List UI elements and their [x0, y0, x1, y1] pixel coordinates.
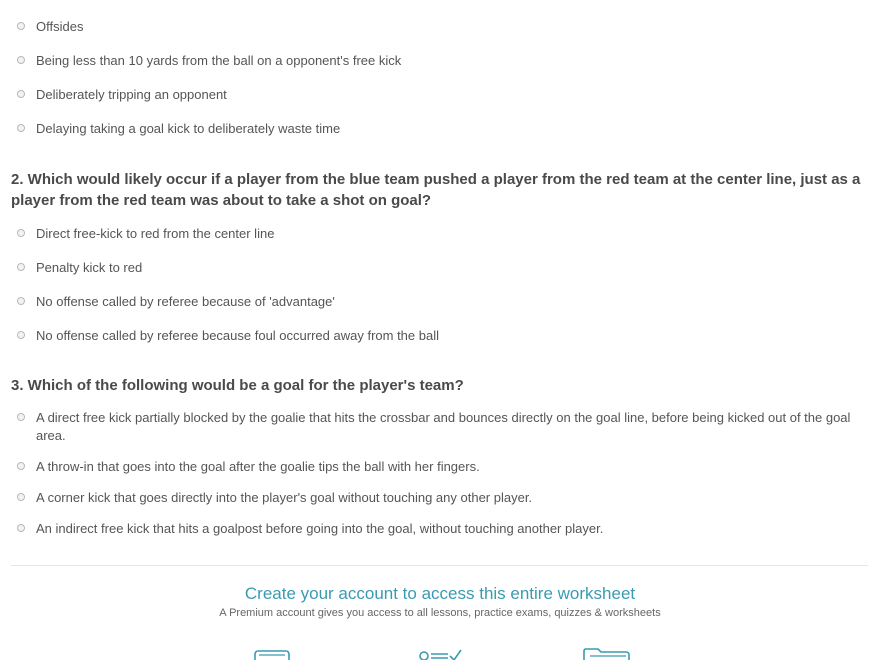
question-text: 2. Which would likely occur if a player from the blue team pushed a player from the red team at the center line, just as a player from the red team was about to take a shot on goal?: [11, 171, 861, 209]
radio-button[interactable]: [17, 331, 25, 339]
answer-text: No offense called by referee because of 'advantage': [36, 294, 335, 309]
section-divider: [11, 565, 868, 566]
worksheet-icon: [582, 646, 632, 660]
answer-text: A throw-in that goes into the goal after the goalie tips the ball with her fingers.: [36, 459, 480, 474]
answer-option[interactable]: [17, 489, 877, 509]
answer-option[interactable]: [17, 86, 877, 106]
answer-text: Delaying taking a goal kick to deliberately waste time: [36, 121, 341, 136]
answer-option[interactable]: [17, 52, 877, 72]
radio-button[interactable]: [17, 413, 25, 421]
radio-button[interactable]: [17, 22, 25, 30]
answer-option[interactable]: [17, 225, 877, 245]
radio-button[interactable]: [17, 524, 25, 532]
quiz-icon: [418, 646, 464, 660]
radio-button[interactable]: [17, 229, 25, 237]
radio-button[interactable]: [17, 90, 25, 98]
answer-option[interactable]: [17, 18, 877, 38]
create-account-link[interactable]: Create your account to access this entire worksheet: [244, 584, 636, 603]
answer-option[interactable]: [17, 409, 877, 447]
premium-description: A Premium account gives you access to all lessons, practice exams, quizzes & worksheets: [219, 607, 661, 619]
radio-button[interactable]: [17, 493, 25, 501]
answer-text: A direct free kick partially blocked by the goalie that hits the crossbar and bounces directly on the goal line, before being kicked out of the goal area.: [36, 410, 851, 443]
radio-button[interactable]: [17, 124, 25, 132]
answer-text: No offense called by referee because foul occurred away from the ball: [36, 328, 439, 343]
question-text: 3. Which of the following would be a goal for the player's team?: [11, 377, 464, 394]
answer-option[interactable]: [17, 293, 877, 313]
answer-text: Deliberately tripping an opponent: [36, 87, 227, 102]
answer-option[interactable]: [17, 259, 877, 279]
radio-button[interactable]: [17, 462, 25, 470]
answer-option[interactable]: [17, 120, 877, 140]
answer-text: Direct free-kick to red from the center line: [36, 226, 275, 241]
radio-button[interactable]: [17, 263, 25, 271]
radio-button[interactable]: [17, 297, 25, 305]
answer-text: Being less than 10 yards from the ball on a opponent's free kick: [36, 53, 402, 68]
answer-text: Offsides: [36, 19, 84, 34]
video-icon: [253, 646, 293, 660]
answer-text: Penalty kick to red: [36, 260, 143, 275]
answer-option[interactable]: [17, 327, 877, 347]
answer-text: A corner kick that goes directly into the player's goal without touching any other player.: [36, 490, 533, 505]
answer-text: An indirect free kick that hits a goalpost before going into the goal, without touching another player.: [36, 521, 604, 536]
radio-button[interactable]: [17, 56, 25, 64]
answer-option[interactable]: [17, 458, 877, 478]
answer-option[interactable]: [17, 520, 877, 540]
